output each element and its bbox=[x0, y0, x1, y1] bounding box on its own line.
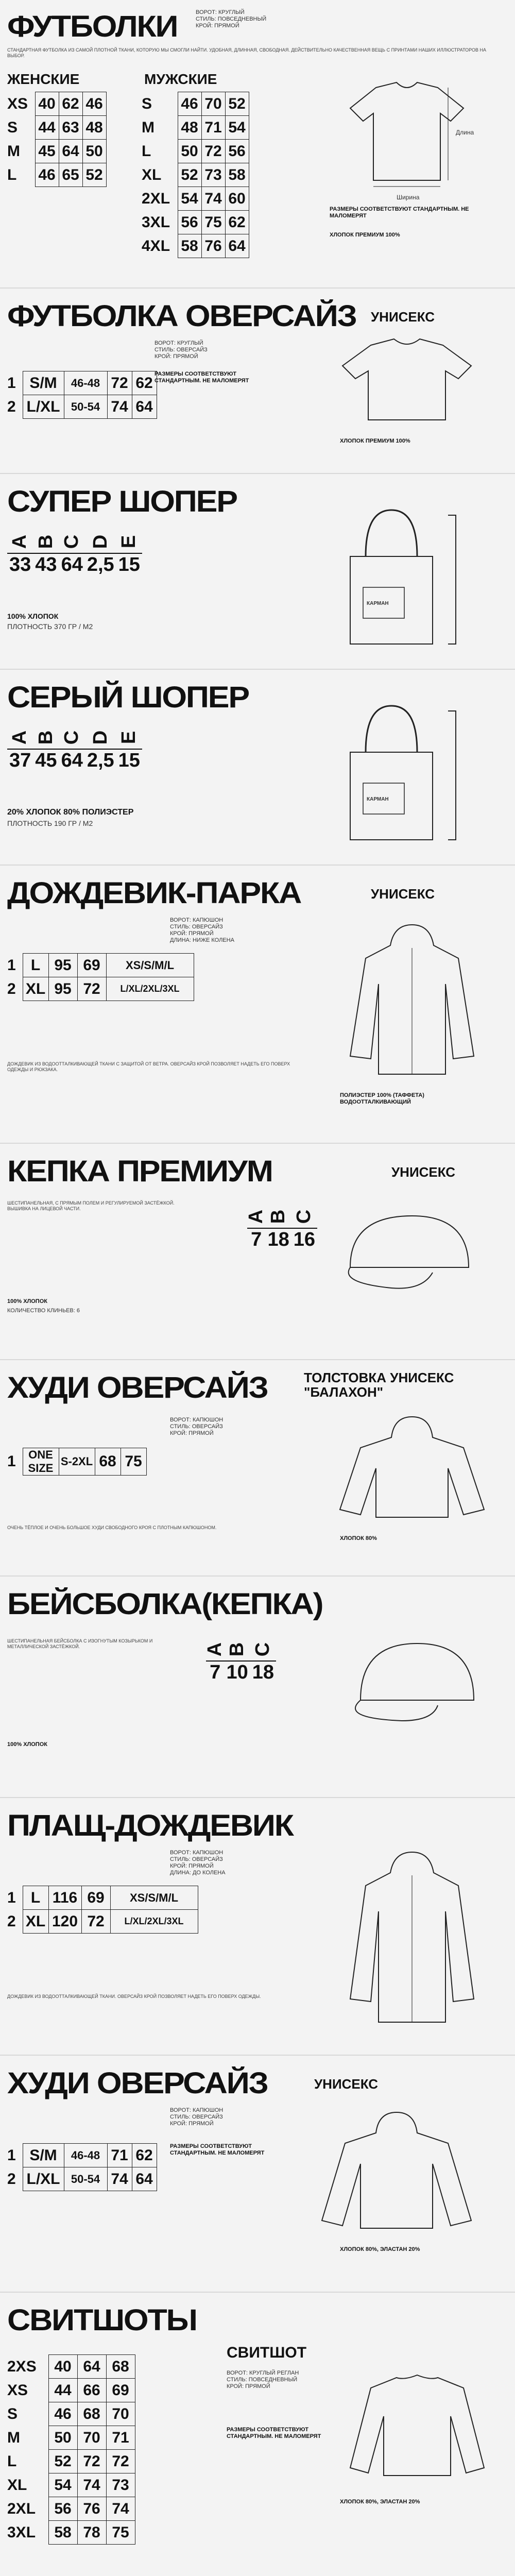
table-cell: 72 bbox=[81, 1910, 110, 1934]
table-cell: 62 bbox=[132, 371, 157, 395]
table-cell: 50 bbox=[178, 140, 201, 163]
table-cell: XS bbox=[7, 92, 35, 116]
table-cell: 56 bbox=[225, 140, 249, 163]
table-row bbox=[7, 2355, 135, 2379]
section-title: ХУДИ ОВЕРСАЙЗ bbox=[7, 1371, 268, 1404]
table-cell: 2 bbox=[7, 2167, 23, 2191]
section-super-shopper bbox=[0, 474, 515, 670]
table-cell: 72 bbox=[107, 371, 132, 395]
dimension-letter: C bbox=[252, 1642, 274, 1657]
fabric: ХЛОПОК 80% bbox=[340, 1535, 377, 1541]
section-oversize-hoodie bbox=[0, 1360, 515, 1577]
table-cell: S bbox=[7, 116, 35, 140]
table-cell: 74 bbox=[77, 2473, 106, 2497]
unisex-badge: УНИСЕКС bbox=[371, 886, 435, 902]
table-row bbox=[7, 2402, 135, 2426]
fabric: ХЛОПОК ПРЕМИУМ 100% bbox=[340, 438, 410, 444]
sweatshirt-diagram bbox=[340, 2365, 494, 2483]
table-cell: 2XL bbox=[7, 2497, 48, 2521]
table-row bbox=[7, 977, 194, 1001]
table-cell: 68 bbox=[106, 2355, 135, 2379]
table-cell: 78 bbox=[77, 2521, 106, 2545]
table-cell: 54 bbox=[178, 187, 201, 211]
table-row bbox=[7, 2167, 157, 2191]
features: ВОРОТ: КРУГЛЫЙ РЕГЛАН СТИЛЬ: ПОВСЕДНЕВНЫЙ КРОЙ: ПРЯМОЙ bbox=[227, 2370, 299, 2389]
table-cell: 71 bbox=[107, 2144, 132, 2167]
table-cell: 70 bbox=[77, 2426, 106, 2450]
table-cell: 70 bbox=[106, 2402, 135, 2426]
table-cell: L/XL bbox=[23, 395, 64, 419]
dimension-value: 33 bbox=[9, 554, 31, 575]
dimension-value: 15 bbox=[118, 750, 140, 771]
table-cell: 72 bbox=[106, 2450, 135, 2473]
features: ВОРОТ: КАПЮШОН СТИЛЬ: ОВЕРСАЙЗ КРОЙ: ПРЯМОЙ bbox=[170, 2107, 224, 2127]
table-cell: 54 bbox=[48, 2473, 77, 2497]
dimension-value: 18 bbox=[267, 1229, 289, 1250]
section-title: СВИТШОТЫ bbox=[7, 2303, 197, 2337]
table-cell: 76 bbox=[201, 234, 225, 258]
table-cell: 52 bbox=[48, 2450, 77, 2473]
table-cell: 69 bbox=[77, 954, 106, 977]
section-premium-cap bbox=[0, 1144, 515, 1360]
dimension-letter: E bbox=[118, 535, 140, 549]
section-title: ХУДИ ОВЕРСАЙЗ bbox=[7, 2066, 268, 2100]
table-cell: L bbox=[7, 2450, 48, 2473]
table-cell: 73 bbox=[201, 163, 225, 187]
men-label: МУЖСКИЕ bbox=[144, 71, 217, 87]
table-row bbox=[7, 140, 106, 163]
size-table bbox=[7, 2143, 157, 2191]
table-cell: 64 bbox=[132, 2167, 157, 2191]
table-cell: 71 bbox=[201, 116, 225, 140]
table-cell: L bbox=[7, 163, 35, 187]
dimension-value: 45 bbox=[35, 750, 57, 771]
dimension-letter: A bbox=[245, 1209, 267, 1224]
fabric: ПОЛИЭСТЕР 100% (ТАФФЕТА) ВОДООТТАЛКИВАЮЩИЙ bbox=[340, 1092, 424, 1105]
bag-diagram bbox=[319, 696, 484, 850]
features: ВОРОТ: КАПЮШОН СТИЛЬ: ОВЕРСАЙЗ КРОЙ: ПРЯМОЙ ДЛИНА: НИЖЕ КОЛЕНА bbox=[170, 917, 234, 943]
dimension-value: 43 bbox=[35, 554, 57, 575]
size-table bbox=[7, 953, 194, 1001]
table-cell: 50 bbox=[48, 2426, 77, 2450]
table-cell: 56 bbox=[48, 2497, 77, 2521]
dimensions-table bbox=[247, 1206, 317, 1251]
women-size-table bbox=[7, 92, 107, 187]
table-cell: 62 bbox=[225, 211, 249, 234]
unisex-badge: УНИСЕКС bbox=[391, 1164, 456, 1180]
section-title: ФУТБОЛКА ОВЕРСАЙЗ bbox=[7, 299, 356, 333]
table-row bbox=[142, 211, 249, 234]
table-cell: 62 bbox=[59, 92, 82, 116]
panels: КОЛИЧЕСТВО КЛИНЬЕВ: 6 bbox=[7, 1308, 80, 1314]
density: ПЛОТНОСТЬ 190 ГР / М2 bbox=[7, 819, 93, 827]
parka-diagram bbox=[330, 917, 494, 1082]
table-row bbox=[7, 395, 157, 419]
table-row bbox=[7, 2144, 157, 2167]
dimension-value: 2,5 bbox=[87, 750, 114, 771]
dimension-letter: A bbox=[9, 534, 31, 549]
table-cell: 1 bbox=[7, 954, 23, 977]
table-cell: L bbox=[142, 140, 178, 163]
cloak-diagram bbox=[330, 1844, 494, 2030]
table-cell: 74 bbox=[107, 2167, 132, 2191]
table-cell: 75 bbox=[201, 211, 225, 234]
pocket-label: КАРМАН bbox=[367, 796, 389, 802]
table-cell: 66 bbox=[77, 2379, 106, 2402]
table-cell: 1 bbox=[7, 2144, 23, 2167]
section-title: СЕРЫЙ ШОПЕР bbox=[7, 681, 249, 714]
table-cell: L/XL/2XL/3XL bbox=[106, 977, 194, 1001]
table-row bbox=[142, 92, 249, 116]
table-cell: 72 bbox=[77, 977, 106, 1001]
pocket-label: КАРМАН bbox=[367, 601, 389, 606]
table-cell: 73 bbox=[106, 2473, 135, 2497]
dimension-value-row bbox=[247, 1228, 317, 1251]
fabric: ХЛОПОК ПРЕМИУМ 100% bbox=[330, 232, 400, 238]
table-cell: 68 bbox=[77, 2402, 106, 2426]
table-cell: 54 bbox=[225, 116, 249, 140]
fabric: 100% ХЛОПОК bbox=[7, 612, 59, 620]
dimension-header-row bbox=[7, 726, 142, 749]
table-cell: 58 bbox=[225, 163, 249, 187]
description: ШЕСТИПАНЕЛЬНАЯ БЕЙСБОЛКА С ИЗОГНУТЫМ КОЗЫРЬКОМ И МЕТАЛЛИЧЕСКОЙ ЗАСТЁЖКОЙ. bbox=[7, 1638, 153, 1649]
dimension-letter: D bbox=[89, 534, 111, 549]
features: ВОРОТ: КРУГЛЫЙ СТИЛЬ: ПОВСЕДНЕВНЫЙ КРОЙ: ПРЯМОЙ bbox=[196, 9, 267, 29]
width-label: Ширина bbox=[397, 194, 420, 201]
unisex-badge: УНИСЕКС bbox=[314, 2076, 379, 2092]
table-cell: 40 bbox=[48, 2355, 77, 2379]
dimension-value-row bbox=[7, 749, 142, 772]
description: ДОЖДЕВИК ИЗ ВОДООТТАЛКИВАЮЩЕЙ ТКАНИ. ОВЕРСАЙЗ КРОЙ ПОЗВОЛЯЕТ НАДЕТЬ ЕГО ПОВЕРХ ОДЕЖДЫ. bbox=[7, 1994, 261, 1999]
table-cell: XL bbox=[23, 1910, 48, 1934]
tshirt-diagram bbox=[330, 335, 484, 428]
dimension-value: 16 bbox=[293, 1229, 316, 1250]
dimension-letter: A bbox=[9, 730, 31, 745]
table-cell: 2XL bbox=[142, 187, 178, 211]
table-cell: 2 bbox=[7, 395, 23, 419]
dimension-value: 15 bbox=[118, 554, 140, 575]
table-cell: XS/S/M/L bbox=[110, 1886, 198, 1910]
dimension-letter: D bbox=[89, 730, 111, 745]
table-cell: 1 bbox=[7, 1886, 23, 1910]
section-grey-shopper bbox=[0, 670, 515, 866]
table-cell: 120 bbox=[48, 1910, 81, 1934]
table-cell: 1 bbox=[7, 1448, 23, 1476]
table-row bbox=[7, 2379, 135, 2402]
section-baseball-cap bbox=[0, 1577, 515, 1798]
table-cell: 58 bbox=[48, 2521, 77, 2545]
men-size-table bbox=[142, 92, 249, 258]
table-row bbox=[142, 187, 249, 211]
table-cell: 64 bbox=[225, 234, 249, 258]
section-raincoat-parka bbox=[0, 866, 515, 1144]
dimension-value: 10 bbox=[226, 1662, 248, 1683]
table-cell: 75 bbox=[121, 1448, 146, 1476]
table-row bbox=[7, 116, 106, 140]
dimension-letter: B bbox=[35, 534, 57, 549]
dimension-value-row bbox=[7, 553, 142, 576]
table-cell: S bbox=[142, 92, 178, 116]
table-cell: 65 bbox=[59, 163, 82, 187]
table-cell: 52 bbox=[178, 163, 201, 187]
dimension-letter: B bbox=[226, 1642, 248, 1657]
table-cell: 71 bbox=[106, 2426, 135, 2450]
table-row bbox=[7, 2497, 135, 2521]
table-row bbox=[7, 1448, 146, 1476]
table-row bbox=[7, 163, 106, 187]
table-cell: 44 bbox=[35, 116, 59, 140]
unisex-badge: УНИСЕКС bbox=[371, 309, 435, 325]
dimension-letter: C bbox=[61, 730, 83, 745]
table-row bbox=[142, 163, 249, 187]
section-title: ДОЖДЕВИК-ПАРКА bbox=[7, 876, 301, 910]
table-cell: 64 bbox=[77, 2355, 106, 2379]
description: ДОЖДЕВИК ИЗ ВОДООТТАЛКИВАЮЩЕЙ ТКАНИ С ЗАЩИТОЙ ОТ ВЕТРА. ОВЕРСАЙЗ КРОЙ ПОЗВОЛЯЕТ НАДЕТЬ ЕГО ПОВЕРХ ОДЕЖДЫ И РЮКЗАКА. bbox=[7, 1061, 290, 1072]
table-cell: M bbox=[7, 140, 35, 163]
table-cell: 74 bbox=[201, 187, 225, 211]
section-title: КЕПКА ПРЕМИУМ bbox=[7, 1155, 272, 1188]
table-cell: 46 bbox=[178, 92, 201, 116]
dimension-value: 18 bbox=[252, 1662, 274, 1683]
cap-diagram bbox=[330, 1628, 494, 1731]
table-row bbox=[7, 1886, 198, 1910]
features: ВОРОТ: КРУГЛЫЙ СТИЛЬ: ОВЕРСАЙЗ КРОЙ: ПРЯМОЙ bbox=[154, 340, 208, 360]
table-cell: 1 bbox=[7, 371, 23, 395]
density: ПЛОТНОСТЬ 370 ГР / М2 bbox=[7, 622, 93, 631]
fabric: ХЛОПОК 80%, ЭЛАСТАН 20% bbox=[340, 2246, 420, 2252]
women-label: ЖЕНСКИЕ bbox=[7, 71, 80, 87]
dimensions-table bbox=[7, 726, 142, 772]
table-cell: 45 bbox=[35, 140, 59, 163]
table-cell: L bbox=[23, 1886, 48, 1910]
table-cell: S/M bbox=[23, 371, 64, 395]
section-title: СУПЕР ШОПЕР bbox=[7, 485, 237, 518]
section-title: БЕЙСБОЛКА(КЕПКА) bbox=[7, 1587, 323, 1621]
table-cell: 74 bbox=[107, 395, 132, 419]
table-cell: 70 bbox=[201, 92, 225, 116]
table-cell: 76 bbox=[77, 2497, 106, 2521]
section-title: ПЛАЩ-ДОЖДЕВИК bbox=[7, 1809, 293, 1842]
table-cell: S-2XL bbox=[59, 1448, 95, 1476]
dimensions-table bbox=[206, 1638, 276, 1684]
section-tshirts bbox=[0, 0, 515, 289]
table-row bbox=[7, 371, 157, 395]
table-cell: XL bbox=[23, 977, 48, 1001]
table-cell: 40 bbox=[35, 92, 59, 116]
dimension-header-row bbox=[7, 531, 142, 553]
table-cell: 52 bbox=[225, 92, 249, 116]
table-row bbox=[7, 2450, 135, 2473]
hoodie-diagram bbox=[309, 2107, 484, 2236]
table-row bbox=[7, 2521, 135, 2545]
table-cell: 2 bbox=[7, 1910, 23, 1934]
dimension-letter: B bbox=[267, 1209, 289, 1224]
dimension-value: 7 bbox=[251, 1229, 262, 1250]
section-oversize-hoodie-2 bbox=[0, 2056, 515, 2293]
dimension-letter: E bbox=[118, 731, 140, 744]
section-oversize-tee bbox=[0, 289, 515, 474]
table-cell: XL bbox=[142, 163, 178, 187]
section-rain-cloak bbox=[0, 1798, 515, 2056]
cap-diagram bbox=[330, 1200, 494, 1303]
table-row bbox=[7, 1910, 198, 1934]
table-row bbox=[7, 92, 106, 116]
dimension-letter: C bbox=[61, 534, 83, 549]
table-cell: M bbox=[142, 116, 178, 140]
table-row bbox=[142, 234, 249, 258]
dimension-value-row bbox=[206, 1661, 276, 1684]
features: ВОРОТ: КАПЮШОН СТИЛЬ: ОВЕРСАЙЗ КРОЙ: ПРЯМОЙ bbox=[170, 1417, 224, 1436]
table-cell: 44 bbox=[48, 2379, 77, 2402]
table-cell: 116 bbox=[48, 1886, 81, 1910]
table-cell: S bbox=[7, 2402, 48, 2426]
table-cell: 64 bbox=[59, 140, 82, 163]
dimension-header-row bbox=[247, 1206, 317, 1228]
description: ШЕСТИПАНЕЛЬНАЯ, С ПРЯМЫМ ПОЛЕМ И РЕГУЛИРУЕМОЙ ЗАСТЁЖКОЙ. ВЫШИВКА НА ЛИЦЕВОЙ ЧАСТИ. bbox=[7, 1200, 175, 1211]
table-cell: S/M bbox=[23, 2144, 64, 2167]
table-cell: 3XL bbox=[142, 211, 178, 234]
dimension-value: 2,5 bbox=[87, 554, 114, 575]
subtitle: СВИТШОТ bbox=[227, 2344, 307, 2361]
section-title: ФУТБОЛКИ bbox=[7, 10, 178, 43]
table-cell: 46-48 bbox=[64, 2144, 107, 2167]
table-cell: 48 bbox=[178, 116, 201, 140]
table-cell: 74 bbox=[106, 2497, 135, 2521]
size-table bbox=[7, 371, 157, 419]
table-cell: 50-54 bbox=[64, 395, 107, 419]
dimension-header-row bbox=[206, 1638, 276, 1661]
table-cell: XS/S/M/L bbox=[106, 954, 194, 977]
table-cell: 46 bbox=[35, 163, 59, 187]
table-cell: XL bbox=[7, 2473, 48, 2497]
features: ВОРОТ: КАПЮШОН СТИЛЬ: ОВЕРСАЙЗ КРОЙ: ПРЯМОЙ ДЛИНА: ДО КОЛЕНА bbox=[170, 1850, 226, 1876]
table-cell: 69 bbox=[106, 2379, 135, 2402]
table-cell: 72 bbox=[77, 2450, 106, 2473]
dimension-letter: A bbox=[204, 1642, 226, 1657]
fabric: ХЛОПОК 80%, ЭЛАСТАН 20% bbox=[340, 2499, 420, 2505]
table-row bbox=[142, 116, 249, 140]
table-cell: 50-54 bbox=[64, 2167, 107, 2191]
table-cell: 63 bbox=[59, 116, 82, 140]
sweatshirt-badge: ТОЛСТОВКА УНИСЕКС "БАЛАХОН" bbox=[304, 1370, 454, 1400]
table-cell: 2 bbox=[7, 977, 23, 1001]
table-cell: ONE SIZE bbox=[23, 1448, 59, 1476]
table-cell: 60 bbox=[225, 187, 249, 211]
length-label: Длина bbox=[456, 129, 474, 136]
size-table bbox=[7, 1886, 198, 1934]
table-cell: XS bbox=[7, 2379, 48, 2402]
table-cell: 56 bbox=[178, 211, 201, 234]
table-row bbox=[7, 2473, 135, 2497]
table-cell: 46-48 bbox=[64, 371, 107, 395]
table-cell: 68 bbox=[95, 1448, 121, 1476]
table-cell: 50 bbox=[82, 140, 106, 163]
dimension-letter: B bbox=[35, 730, 57, 745]
table-cell: L/XL/2XL/3XL bbox=[110, 1910, 198, 1934]
table-cell: 46 bbox=[48, 2402, 77, 2426]
table-cell: 95 bbox=[48, 954, 77, 977]
hoodie-diagram bbox=[330, 1412, 494, 1525]
table-row bbox=[142, 140, 249, 163]
table-cell: L bbox=[23, 954, 48, 977]
dimension-value: 64 bbox=[61, 750, 83, 771]
table-cell: 4XL bbox=[142, 234, 178, 258]
bag-diagram bbox=[319, 500, 484, 654]
fit-note: РАЗМЕРЫ СООТВЕТСТВУЮТ СТАНДАРТНЫМ. НЕ МАЛОМЕРЯТ bbox=[227, 2427, 321, 2439]
table-row bbox=[7, 954, 194, 977]
description: ОЧЕНЬ ТЁПЛОЕ И ОЧЕНЬ БОЛЬШОЕ ХУДИ СВОБОДНОГО КРОЯ С ПЛОТНЫМ КАПЮШОНОМ. bbox=[7, 1525, 217, 1530]
table-cell: 2XS bbox=[7, 2355, 48, 2379]
dimension-value: 7 bbox=[210, 1662, 221, 1683]
table-row bbox=[7, 2426, 135, 2450]
dimensions-table bbox=[7, 531, 142, 576]
table-cell: 64 bbox=[132, 395, 157, 419]
size-table bbox=[7, 1448, 147, 1476]
fit-note: РАЗМЕРЫ СООТВЕТСТВУЮТ СТАНДАРТНЫМ. НЕ МАЛОМЕРЯТ bbox=[330, 206, 469, 219]
table-cell: 48 bbox=[82, 116, 106, 140]
fabric: 20% ХЛОПОК 80% ПОЛИЭСТЕР bbox=[7, 808, 134, 817]
size-table bbox=[7, 2354, 135, 2545]
table-cell: 75 bbox=[106, 2521, 135, 2545]
fit-note: РАЗМЕРЫ СООТВЕТСТВУЮТ СТАНДАРТНЫМ. НЕ МАЛОМЕРЯТ bbox=[170, 2143, 265, 2156]
section-sweatshirts bbox=[0, 2293, 515, 2576]
dimension-value: 64 bbox=[61, 554, 83, 575]
fabric: 100% ХЛОПОК bbox=[7, 1298, 47, 1304]
table-cell: 72 bbox=[201, 140, 225, 163]
fabric: 100% ХЛОПОК bbox=[7, 1741, 47, 1748]
table-cell: 62 bbox=[132, 2144, 157, 2167]
table-cell: L/XL bbox=[23, 2167, 64, 2191]
table-cell: 69 bbox=[81, 1886, 110, 1910]
intro-text: СТАНДАРТНАЯ ФУТБОЛКА ИЗ САМОЙ ПЛОТНОЙ ТКАНИ, КОТОРУЮ МЫ СМОГЛИ НАЙТИ. УДОБНАЯ, ДЛИННАЯ, СВОБОДНАЯ. ДЕЙСТВИТЕЛЬНО КАЧЕСТВЕННАЯ ВЕЩЬ С ПРИНТАМИ НАШИХ ИЛЛЮСТРАТОРОВ НА ВЫБОР. bbox=[7, 47, 486, 58]
fit-note: РАЗМЕРЫ СООТВЕТСТВУЮТ СТАНДАРТНЫМ. НЕ МАЛОМЕРЯТ bbox=[154, 371, 249, 384]
dimension-letter: C bbox=[293, 1209, 315, 1224]
dimension-value: 37 bbox=[9, 750, 31, 771]
table-cell: 52 bbox=[82, 163, 106, 187]
table-cell: 95 bbox=[48, 977, 77, 1001]
table-cell: 46 bbox=[82, 92, 106, 116]
table-cell: 58 bbox=[178, 234, 201, 258]
table-cell: M bbox=[7, 2426, 48, 2450]
table-cell: 3XL bbox=[7, 2521, 48, 2545]
